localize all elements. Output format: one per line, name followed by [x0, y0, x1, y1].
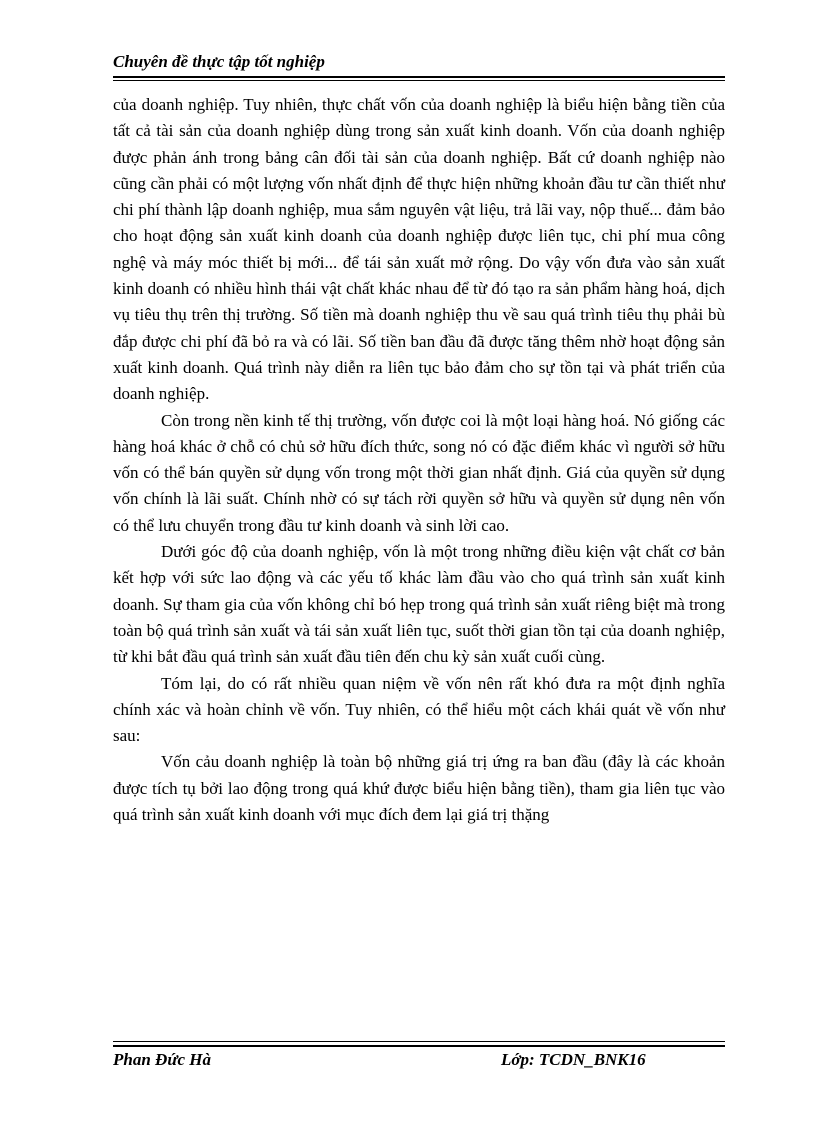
header-rule-thin — [113, 80, 725, 81]
paragraph-2: Còn trong nền kinh tế thị trường, vốn được coi là một loại hàng hoá. Nó giống các hàng hoá khác ở chỗ có chủ sở hữu đích thức, song nó có đặc điểm khác vì người sở hữu vốn có thể bán quyền sử dụng vốn trong một thời gian nhất định. Giá của quyền sử dụng vốn chính là lãi suất. Chính nhờ có sự tách rời quyền sở hữu và quyền sử dụng nên vốn có thể lưu chuyển trong đầu tư kinh doanh và sinh lời cao. — [113, 410, 725, 535]
footer-rule-thick — [113, 1045, 725, 1047]
header-rule-thick — [113, 76, 725, 78]
page-header — [113, 50, 725, 76]
footer-author: Phan Đức Hà — [113, 1050, 212, 1069]
document-body — [113, 92, 725, 828]
footer-class: Lớp: TCDN_BNK16 — [501, 1050, 646, 1069]
paragraph-3: Dưới góc độ của doanh nghiệp, vốn là một trong những điều kiện vật chất cơ bản kết hợp với sức lao động và các yếu tố khác làm đầu vào cho quá trình sản xuất kinh doanh. Sự tham gia của vốn không chỉ bó hẹp trong quá trình sản xuất riêng biệt mà trong toàn bộ quá trình sản xuất và tái sản xuất liên tục, suốt thời gian tồn tại của doanh nghiệp, từ khi bắt đầu quá trình sản xuất đầu tiên đến chu kỳ sản xuất cuối cùng. — [113, 542, 725, 667]
page-footer — [113, 1050, 725, 1074]
paragraph-1: của doanh nghiệp. Tuy nhiên, thực chất vốn của doanh nghiệp là biểu hiện bằng tiền của tất cả tài sản của doanh nghiệp dùng trong sản xuất kinh doanh. Vốn của doanh nghiệp được phản ánh trong bảng cân đối tài sản của doanh nghiệp. Bất cứ doanh nghiệp nào cũng cần phải có một lượng vốn nhất định để thực hiện những khoản đầu tư cần thiết như chi phí thành lập doanh nghiệp, mua sắm nguyên vật liệu, trả lãi vay, nộp thuế... đảm bảo cho hoạt động sản xuất kinh doanh của doanh nghiệp được liên tục, chi phí mua công nghệ và máy móc thiết bị mới... để tái sản xuất mở rộng. Do vậy vốn đưa vào sản xuất kinh doanh có nhiều hình thái vật chất khác nhau để từ đó tạo ra sản phẩm hàng hoá, dịch vụ tiêu thụ trên thị trường. Số tiền mà doanh nghiệp thu về sau quá trình tiêu thụ phải bù đắp được chi phí đã bỏ ra và có lãi. Số tiền ban đầu đã được tăng thêm nhờ hoạt động sản xuất kinh doanh. Quá trình này diễn ra liên tục bảo đảm cho sự tồn tại và phát triển của doanh nghiệp. — [113, 95, 725, 404]
footer-rule-thin — [113, 1041, 725, 1042]
header-title: Chuyên đề thực tập tốt nghiệp — [113, 52, 325, 71]
paragraph-4: Tóm lại, do có rất nhiều quan niệm về vốn nên rất khó đưa ra một định nghĩa chính xác và hoàn chỉnh về vốn. Tuy nhiên, có thể hiểu một cách khái quát về vốn như sau: — [113, 673, 725, 746]
paragraph-5: Vốn cảu doanh nghiệp là toàn bộ những giá trị ứng ra ban đầu (đây là các khoản được tích tụ bởi lao động trong quá khứ được biểu hiện bằng tiền), tham gia liên tục vào quá trình sản xuất kinh doanh với mục đích đem lại giá trị thặng — [113, 752, 725, 825]
